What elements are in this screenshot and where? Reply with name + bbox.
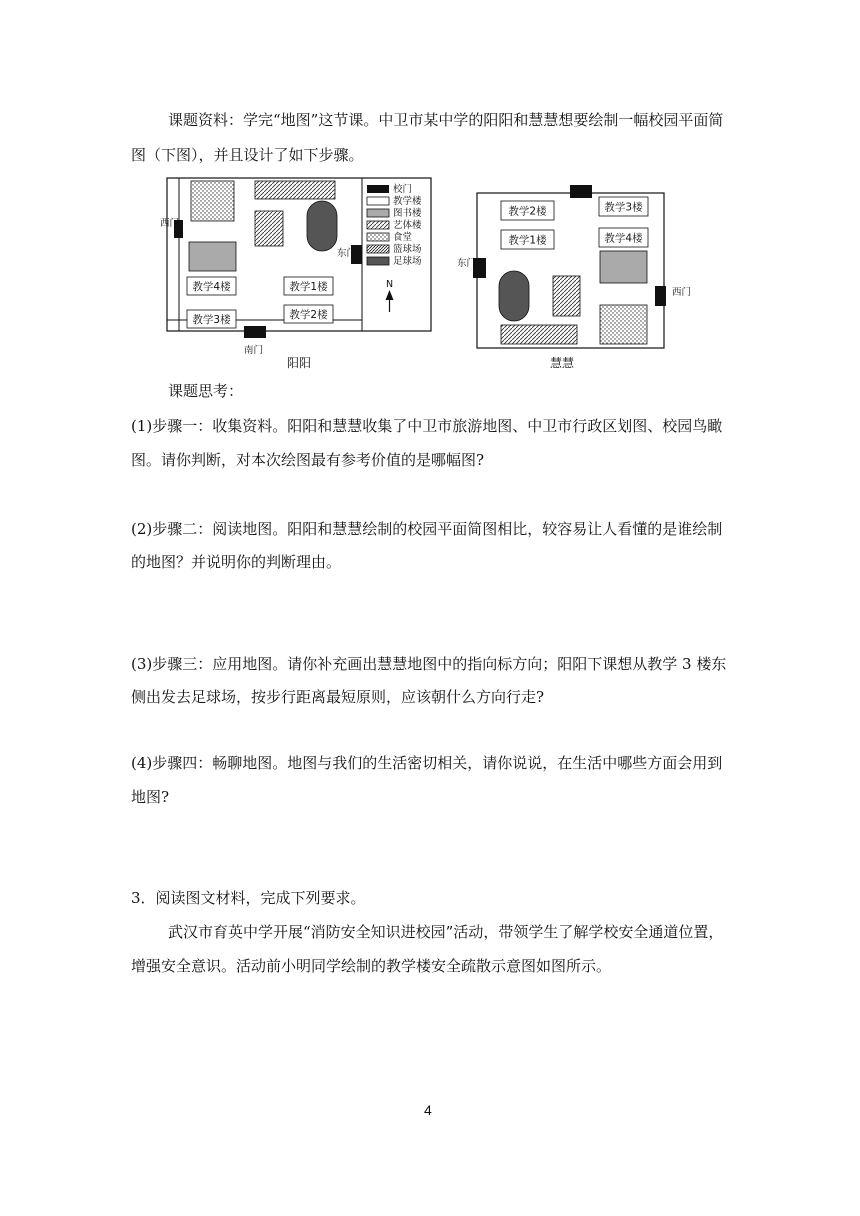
question-3-material-line-2: 增强安全意识。活动前小明同学绘制的教学楼安全疏散示意图如图所示。 <box>131 957 612 975</box>
yangyang-south-gate-label: 南门 <box>244 345 264 356</box>
huihui-football-field <box>499 271 529 321</box>
huihui-canteen <box>600 305 647 344</box>
intro-line-1: 课题资料：学完“地图”这节课。中卫市某中学的阳阳和慧慧想要绘制一幅校园平面简 <box>168 111 724 129</box>
yangyang-west-gate-label: 西门 <box>160 218 180 229</box>
question-1-line-2: 图。请你判断，对本次绘图最有参考价值的是哪幅图? <box>131 451 485 469</box>
question-4-line-1: (4)步骤四：畅聊地图。地图与我们的生活密切相关，请你说说，在生活中哪些方面会用到 <box>131 754 723 772</box>
legend-swatch-gate <box>367 185 389 193</box>
legend-swatch-football-field <box>367 257 389 265</box>
north-arrow-letter: N <box>386 279 394 290</box>
yangyang-building-1-label: 教学1楼 <box>289 281 328 293</box>
question-1-line-1: (1)步骤一：收集资料。阳阳和慧慧收集了中卫市旅游地图、中卫市行政区划图、校园鸟瞰 <box>131 417 723 435</box>
legend-swatch-library <box>367 209 389 217</box>
page-number: 4 <box>424 1102 432 1118</box>
huihui-basketball-court <box>501 325 577 344</box>
legend-label-football-field: 足球场 <box>393 256 422 267</box>
huihui-building-3-label: 教学3楼 <box>604 201 643 214</box>
legend-swatch-art-building <box>367 221 389 229</box>
question-2-line-2: 的地图？并说明你的判断理由。 <box>131 553 342 571</box>
yangyang-map-caption: 阳阳 <box>286 356 312 370</box>
legend-swatch-basketball-court <box>367 245 389 253</box>
intro-line-2: 图（下图），并且设计了如下步骤。 <box>131 146 364 164</box>
legend-swatch-teaching-building <box>367 197 389 205</box>
legend-label-basketball-court: 篮球场 <box>393 244 422 255</box>
huihui-building-1-label: 教学1楼 <box>508 234 547 247</box>
yangyang-building-4-label: 教学4楼 <box>192 281 231 293</box>
question-3-line-2: 侧出发去足球场，按步行距离最短原则，应该朝什么方向行走? <box>131 688 545 706</box>
legend-swatch-canteen <box>367 233 389 241</box>
north-arrow-icon <box>386 279 394 312</box>
question-2-line-1: (2)步骤二：阅读地图。阳阳和慧慧绘制的校园平面简图相比，较容易让人看懂的是谁绘制 <box>131 520 723 538</box>
huihui-map <box>457 185 691 370</box>
yangyang-building-2-label: 教学2楼 <box>289 309 328 321</box>
thinking-heading: 课题思考： <box>168 382 244 400</box>
yangyang-map <box>160 178 431 370</box>
yangyang-south-gate <box>244 326 266 338</box>
question-4-line-2: 地图? <box>131 788 170 806</box>
question-3-material-line-1: 武汉市育英中学开展“消防安全知识进校园”活动，带领学生了解学校安全通道位置， <box>168 923 724 941</box>
yangyang-east-gate-label: 东门 <box>337 248 357 259</box>
yangyang-canteen <box>191 181 234 221</box>
huihui-west-gate-label: 西门 <box>672 287 692 298</box>
question-3-line-1: (3)步骤三：应用地图。请你补充画出慧慧地图中的指向标方向；阳阳下课想从教学 3 楼东 <box>131 655 727 673</box>
legend-label-teaching-building: 教学楼 <box>393 196 422 207</box>
huihui-library <box>600 251 647 283</box>
huihui-building-2-label: 教学2楼 <box>508 205 547 218</box>
huihui-building-4-label: 教学4楼 <box>604 232 643 245</box>
huihui-west-gate <box>655 286 666 306</box>
yangyang-library <box>189 242 236 271</box>
yangyang-football-field <box>307 201 337 251</box>
question-3-heading: 3．阅读图文材料，完成下列要求。 <box>131 889 366 907</box>
yangyang-legend <box>367 183 422 267</box>
huihui-map-caption: 慧慧 <box>549 356 575 370</box>
legend-label-art-building: 艺体楼 <box>393 220 422 231</box>
huihui-east-gate-label: 东门 <box>457 258 477 269</box>
huihui-art-building <box>553 276 580 316</box>
legend-label-canteen: 食堂 <box>393 232 413 243</box>
yangyang-basketball-court <box>255 181 335 199</box>
legend-label-gate: 校门 <box>393 184 413 195</box>
legend-label-library: 图书楼 <box>393 208 422 219</box>
yangyang-building-3-label: 教学3楼 <box>192 314 231 326</box>
yangyang-art-building <box>255 211 283 246</box>
huihui-gate-top <box>570 185 592 198</box>
